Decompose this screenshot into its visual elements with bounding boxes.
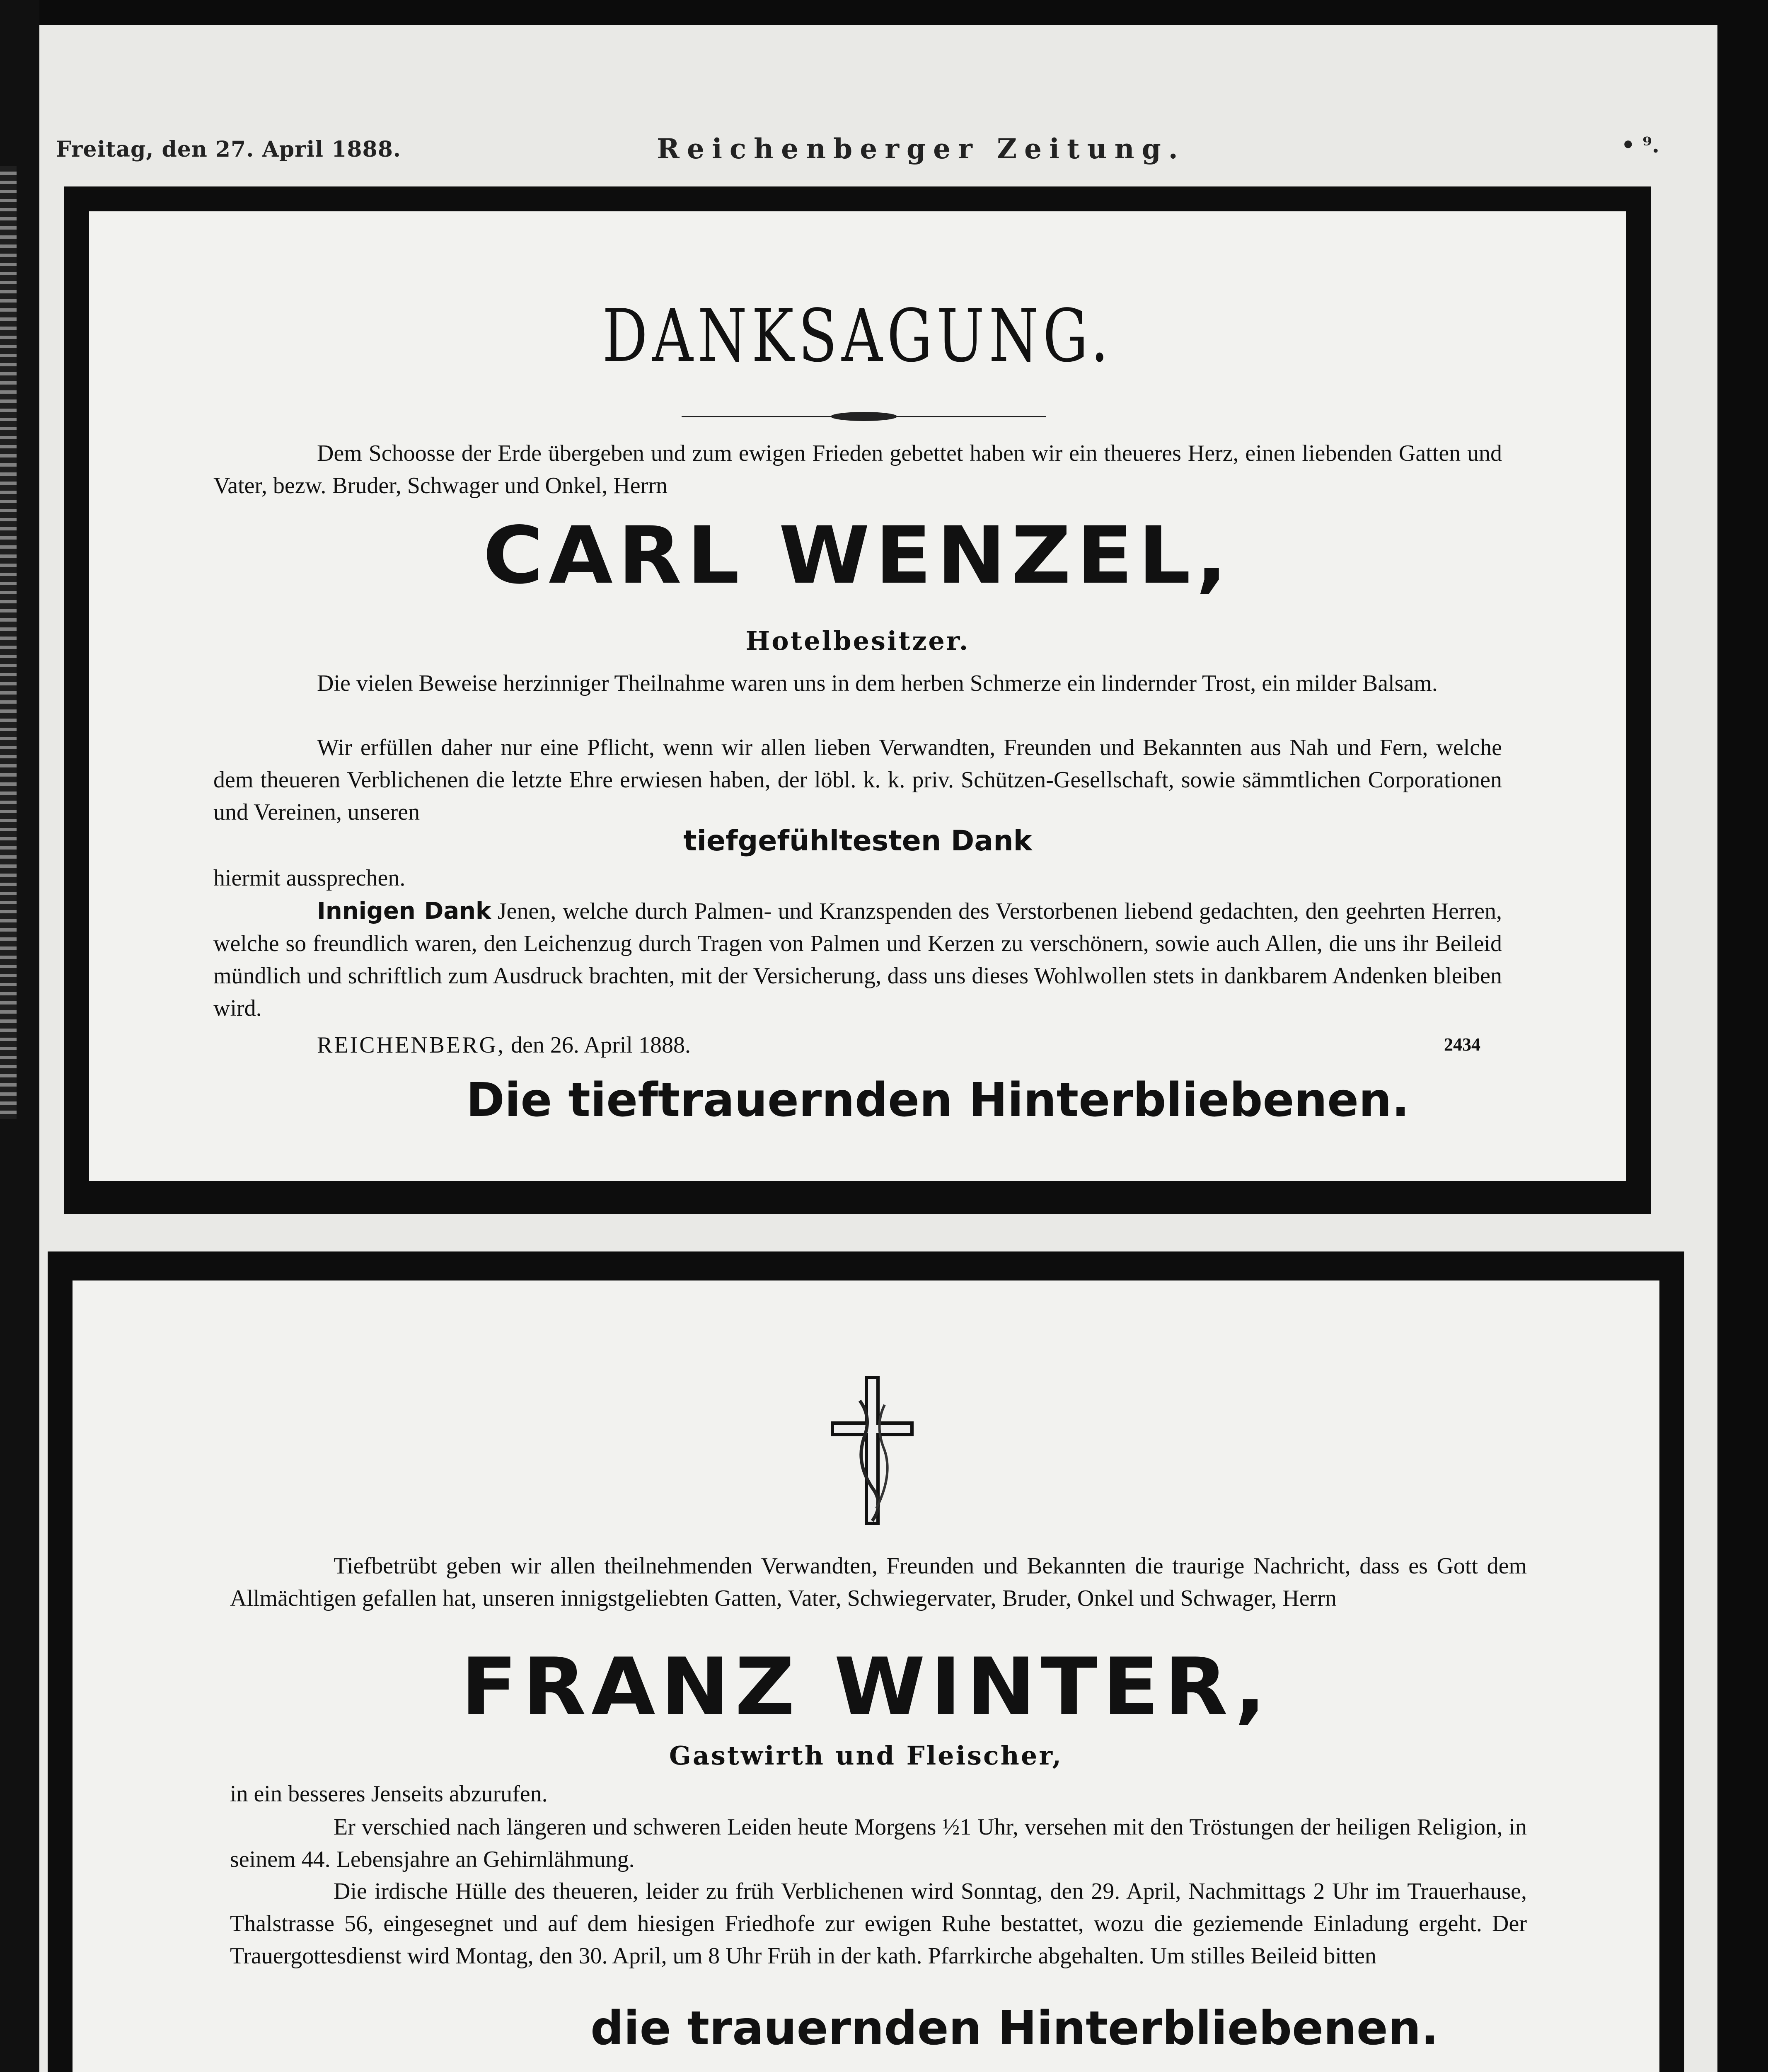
newspaper-page: [39, 25, 1717, 2072]
deceased-name: CARL WENZEL,: [483, 510, 1233, 601]
notice-paragraph-1: Die vielen Beweise herzinniger Theilnahme waren uns in dem herben Schmerze ein lindernder Trost, ein milder Balsam.: [317, 670, 1438, 696]
deceased-role: Gastwirth und Fleischer,: [669, 1740, 1063, 1771]
masthead: [52, 124, 1668, 170]
masthead-paper-title: Reichenberger Zeitung.: [657, 133, 1185, 165]
innigen-dank-lead: Innigen Dank: [317, 898, 491, 925]
notice-paragraph-3: hiermit aussprechen.: [213, 865, 406, 891]
notice-todesanzeige: [48, 1251, 1684, 2072]
cross-icon: [831, 1376, 914, 1525]
place-date-text: den 26. April 1888.: [505, 1032, 691, 1058]
notice-paragraph-1: in ein besseres Jenseits abzurufen.: [230, 1781, 548, 1807]
deceased-name: FRANZ WINTER,: [461, 1641, 1271, 1733]
scan-left-edge: [0, 0, 39, 2072]
ornament-divider: [682, 410, 1046, 423]
closing-signature: Die tieftrauernden Hinterbliebenen.: [466, 1073, 1410, 1127]
notice-danksagung: [64, 186, 1651, 1214]
notice-intro: Dem Schoosse der Erde übergeben und zum ewigen Frieden gebettet haben wir ein theueres Herz, einen liebenden Gatten und Vater, bezw. Bruder, Schwager und Onkel, Herrn: [213, 441, 1502, 499]
notice-paragraph-4-body: Jenen, welche durch Palmen- und Kranzspenden des Verstorbenen liebend gedachten, den geehrten Herren, welche so freundlich waren, den Leichenzug durch Tragen von Palmen und Kerzen zu verschönern, sowie auch Allen, die uns ihr Beileid mündlich und schriftlich zum Ausdruck brachten, mit der Versicherung, dass uns dieses Wohlwollen stets in dankbarem Andenken bleiben wird.: [213, 898, 1502, 1021]
notice-paragraph-4: [213, 895, 1502, 1024]
reference-number: 2434: [1444, 1034, 1480, 1055]
place-city: REICHENBERG,: [317, 1032, 505, 1058]
closing-signature: die trauernden Hinterbliebenen.: [590, 2002, 1439, 2055]
adjacent-page-strip: [0, 166, 17, 1119]
place-date: [317, 1032, 691, 1058]
masthead-page-number: • ⁹.: [1621, 133, 1659, 158]
notice-paragraph-3: Die irdische Hülle des theueren, leider zu früh Verblichenen wird Sonntag, den 29. April, Nachmittags 2 Uhr im Trauerhause, Thalstrasse 56, eingesegnet und auf dem hiesigen Friedhofe zur ewigen Ruhe bestattet, wozu die geziemende Einladung ergeht. Der Trauergottesdienst wird Montag, den 30. April, um 8 Uhr Früh in der kath. Pfarrkirche abgehalten. Um stilles Beileid bitten: [230, 1878, 1527, 1969]
notice-paragraph-2: Er verschied nach längeren und schweren Leiden heute Morgens ½1 Uhr, versehen mit den Tröstungen der heiligen Religion, in seinem 44. Lebensjahre an Gehirnlähmung.: [230, 1814, 1527, 1872]
thanks-headline: tiefgefühltesten Dank: [683, 825, 1032, 857]
notice-paragraph-2: Wir erfüllen daher nur eine Pflicht, wenn wir allen lieben Verwandten, Freunden und Bekannten aus Nah und Fern, welche dem theueren Verblichenen die letzte Ehre erwiesen haben, der löbl. k. k. priv. Schützen-Gesellschaft, sowie sämmtlichen Corporationen und Vereinen, unseren: [213, 735, 1502, 825]
deceased-role: Hotelbesitzer.: [745, 626, 970, 656]
notice-intro: Tiefbetrübt geben wir allen theilnehmenden Verwandten, Freunden und Bekannten die traurige Nachricht, dass es Gott dem Allmächtigen gefallen hat, unseren innigstgeliebten Gatten, Vater, Schwiegervater, Bruder, Onkel und Schwager, Herrn: [230, 1553, 1527, 1611]
masthead-date: Freitag, den 27. April 1888.: [56, 137, 401, 162]
notice-title: DANKSAGUNG.: [602, 294, 1113, 378]
